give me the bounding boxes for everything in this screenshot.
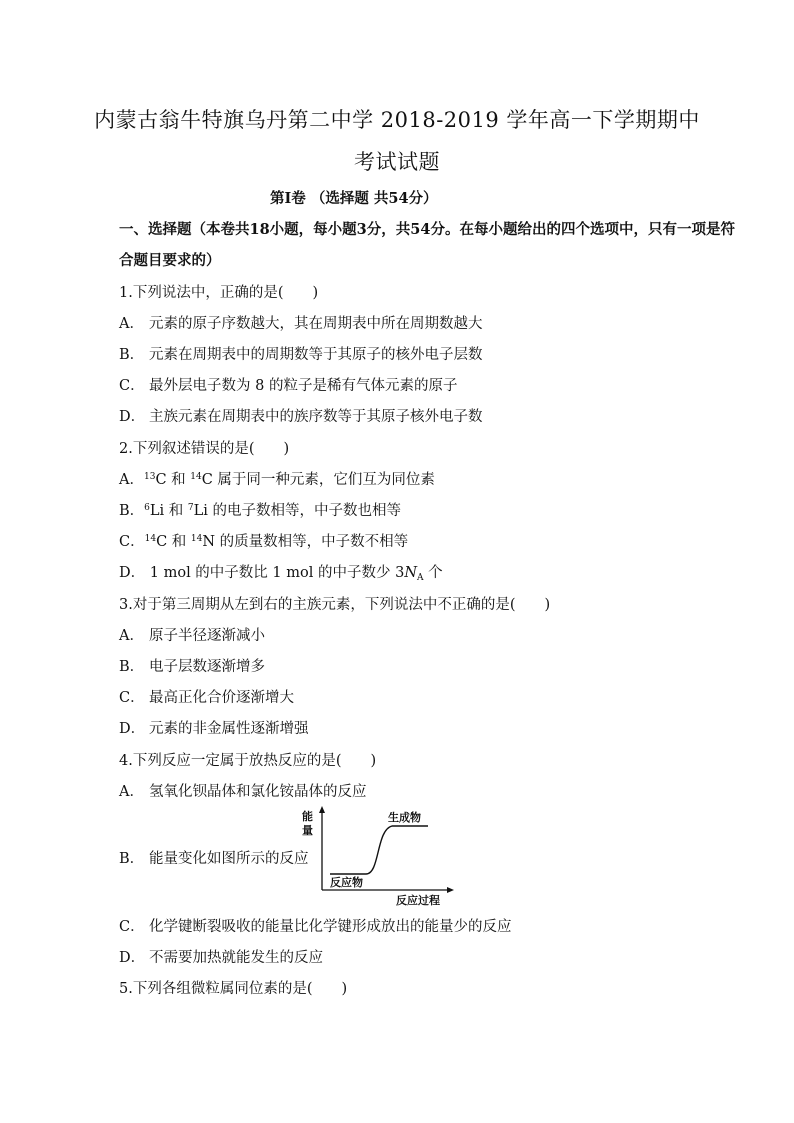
q3-option-d (119, 717, 309, 738)
option-text: Li 和 (149, 503, 188, 519)
exam-title-line2: 考试试题 (354, 150, 440, 174)
volume-heading: 第Ⅰ卷 （选择题 共54分） (270, 190, 438, 207)
diagram-energy-curve (330, 826, 428, 874)
option-label: B． (119, 347, 145, 363)
option-text: C 属于同一种元素，它们互为同位素 (201, 472, 435, 488)
option-label: B． (119, 659, 145, 675)
energy-diagram (300, 806, 460, 906)
option-label: A． (119, 628, 144, 644)
option-label: D． (119, 950, 146, 966)
mass-number: 14 (190, 534, 203, 544)
option-text: N 的质量数相等，中子数不相等 (202, 534, 409, 550)
q1-option-d (119, 405, 483, 426)
diagram-xlabel: 反应过程 (396, 894, 440, 906)
mass-number: 14 (144, 534, 157, 544)
q4-option-d (119, 946, 323, 967)
option-label: C． (119, 690, 145, 706)
option-label: C． (119, 919, 145, 935)
option-text: 化学键断裂吸收的能量比化学键形成放出的能量少的反应 (149, 919, 512, 935)
diagram-product-label: 生成物 (388, 811, 421, 824)
q1-option-c (119, 374, 457, 395)
q2-stem: 2.下列叙述错误的是( ) (119, 441, 290, 457)
option-label: D． (119, 565, 146, 581)
option-text: 元素的非金属性逐渐增强 (149, 721, 309, 737)
diagram-ylabel-1: 能 (302, 810, 313, 823)
option-text: C 和 (155, 472, 191, 488)
mass-number: 6 (144, 503, 150, 513)
option-text: 能量变化如图所示的反应 (149, 851, 309, 867)
option-text: 元素在周期表中的周期数等于其原子的核外电子层数 (149, 347, 483, 363)
q3-option-a (119, 624, 265, 645)
q5-stem: 5.下列各组微粒属同位素的是( ) (119, 981, 348, 997)
q2-option-c (119, 530, 408, 551)
option-text: 不需要加热就能发生的反应 (149, 950, 323, 966)
q4-option-a (119, 780, 367, 801)
option-text: 1 mol 的中子数比 1 mol 的中子数少 3 (145, 565, 405, 581)
option-label: B． (119, 851, 145, 867)
q1-option-b (119, 343, 483, 364)
q4-stem: 4.下列反应一定属于放热反应的是( ) (119, 753, 377, 769)
option-label: B． (119, 503, 145, 519)
diagram-ylabel-2: 量 (302, 824, 313, 837)
q3-option-c (119, 686, 294, 707)
option-text: 最外层电子数为 8 的粒子是稀有气体元素的原子 (149, 378, 458, 394)
diagram-reactant-label: 反应物 (330, 876, 363, 889)
option-text: 最高正化合价逐渐增大 (149, 690, 294, 706)
option-text: C 和 (156, 534, 191, 550)
q2-option-d (119, 561, 443, 582)
q4-option-b (119, 847, 309, 868)
option-label: C． (119, 378, 145, 394)
option-label: A． (119, 472, 144, 488)
option-label: A． (119, 784, 144, 800)
q2-option-b (119, 499, 401, 520)
mass-number: 7 (187, 503, 194, 513)
option-text: 主族元素在周期表中的族序数等于其原子核外电子数 (149, 409, 483, 425)
option-label: D． (119, 721, 146, 737)
option-text: 原子半径逐渐减小 (149, 628, 265, 644)
mass-number: 13 (143, 472, 156, 482)
option-text: 氢氧化钡晶体和氯化铵晶体的反应 (149, 784, 367, 800)
avogadro-subscript: A (417, 573, 424, 583)
q4-option-c (119, 915, 512, 936)
section-instructions-line1: 一、选择题（本卷共18小题，每小题3分，共54分。在每小题给出的四个选项中，只有一项是符 (119, 221, 735, 238)
mass-number: 14 (190, 472, 202, 482)
diagram-y-arrow (319, 806, 325, 813)
section-instructions-line2: 合题目要求的） (119, 252, 221, 269)
diagram-x-arrow (447, 887, 454, 893)
option-text: 电子层数逐渐增多 (149, 659, 265, 675)
avogadro-symbol: N (404, 565, 418, 581)
q1-option-a (119, 312, 483, 333)
exam-title-line1: 内蒙古翁牛特旗乌丹第二中学 2018-2019 学年高一下学期期中 (94, 108, 700, 132)
q2-option-a (119, 468, 435, 489)
option-text: 元素的原子序数越大，其在周期表中所在周期数越大 (149, 316, 483, 332)
option-label: A． (119, 316, 144, 332)
q3-option-b (119, 655, 265, 676)
option-label: D． (119, 409, 146, 425)
option-text: Li 的电子数相等，中子数也相等 (193, 503, 401, 519)
option-text: 个 (423, 565, 443, 581)
q1-stem: 1.下列说法中，正确的是( ) (119, 285, 319, 301)
q3-stem: 3.对于第三周期从左到右的主族元素，下列说法中不正确的是( ) (119, 597, 551, 613)
option-label: C． (119, 534, 145, 550)
